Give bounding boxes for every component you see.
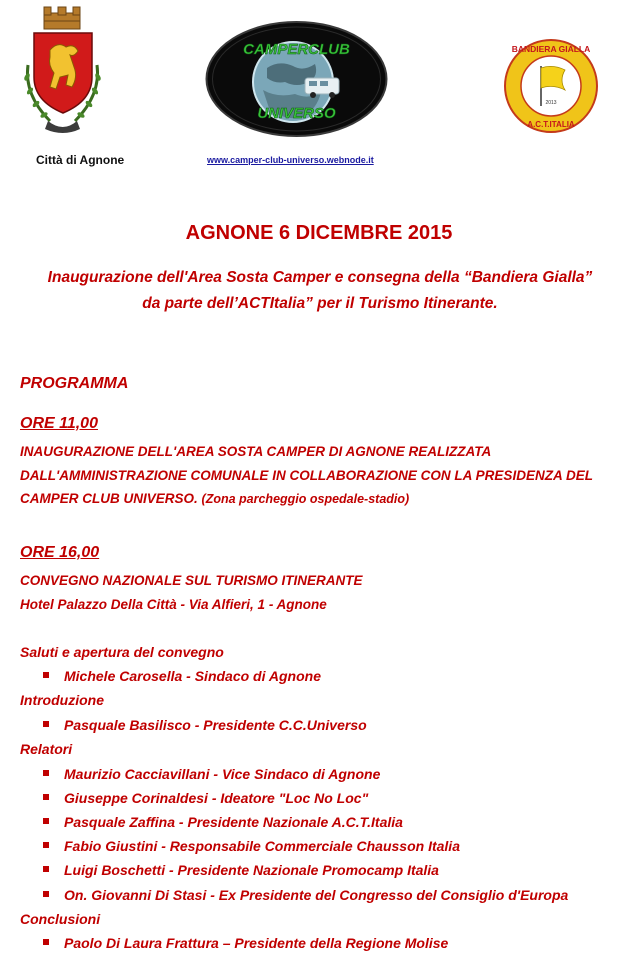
greetings-label: Saluti e apertura del convegno — [20, 644, 224, 660]
bullet-icon — [43, 866, 49, 872]
club-logo-bottom-text: UNIVERSO — [257, 105, 336, 122]
bullet-icon — [43, 939, 49, 945]
list-item-text: Luigi Boschetti - Presidente Nazionale Promocamp Italia — [64, 862, 439, 878]
list-item-text: On. Giovanni Di Stasi - Ex Presidente del Congresso del Consiglio d'Europa — [64, 887, 569, 903]
session-2-time: ORE 16,00 — [20, 544, 100, 561]
event-title: AGNONE 6 DICEMBRE 2015 — [185, 222, 453, 244]
flag-logo-top-text: BANDIERA GIALLA — [511, 44, 591, 54]
program-heading: PROGRAMMA — [20, 375, 129, 392]
list-item — [43, 862, 439, 878]
city-label: Città di Agnone — [36, 153, 125, 167]
bullet-icon — [43, 891, 49, 897]
session-1-time: ORE 11,00 — [20, 415, 98, 432]
list-item — [43, 766, 380, 782]
city-crest-logo — [20, 5, 105, 137]
conclusions-label: Conclusioni — [20, 911, 101, 927]
list-item — [43, 814, 403, 830]
list-item-text: Michele Carosella - Sindaco di Agnone — [64, 668, 321, 684]
list-item-text: Pasquale Zaffina - Presidente Nazionale A.C.T.Italia — [64, 814, 403, 830]
bullet-icon — [43, 794, 49, 800]
session-2-title: CONVEGNO NAZIONALE SUL TURISMO ITINERANTE — [20, 573, 363, 588]
session-1-note: (Zona parcheggio ospedale-stadio) — [201, 492, 410, 506]
list-item-text: Paolo Di Laura Frattura – Presidente della Regione Molise — [64, 935, 449, 951]
bandiera-gialla-logo — [495, 38, 607, 133]
bullet-icon — [43, 721, 49, 727]
list-item-text: Maurizio Cacciavillani - Vice Sindaco di Agnone — [64, 766, 381, 782]
event-subtitle: Inaugurazione dell'Area Sosta Camper e consegna della “Bandiera Gialla” da parte dell’ACTItalia” per il Turismo Itinerante. — [47, 269, 593, 312]
list-item — [43, 717, 367, 733]
list-item — [43, 838, 460, 854]
bullet-icon — [43, 818, 49, 824]
session-1-description — [20, 440, 620, 512]
list-item — [43, 887, 568, 903]
list-item — [43, 668, 321, 684]
list-item — [43, 935, 448, 951]
intro-label: Introduzione — [20, 692, 104, 708]
list-item-text: Giuseppe Corinaldesi - Ideatore "Loc No Loc" — [64, 790, 369, 806]
session-2-venue: Hotel Palazzo Della Città - Via Alfieri, 1 - Agnone — [20, 597, 327, 612]
list-item-text: Pasquale Basilisco - Presidente C.C.Universo — [64, 717, 367, 733]
list-item — [43, 790, 368, 806]
camper-club-universo-logo — [205, 20, 388, 138]
speakers-label: Relatori — [20, 741, 73, 757]
session-1-text: INAUGURAZIONE DELL'AREA SOSTA CAMPER DI AGNONE REALIZZATA DALL'AMMINISTRAZIONE COMUNALE IN COLLABORAZIONE CON LA PRESIDENZA DEL CAMPER CLUB UNIVERSO. — [20, 444, 593, 506]
bullet-icon — [43, 842, 49, 848]
website-link[interactable]: www.camper-club-universo.webnode.it — [207, 155, 374, 165]
flag-logo-bottom-text: A.C.T.ITALIA — [527, 120, 575, 129]
bullet-icon — [43, 672, 49, 678]
list-item-text: Fabio Giustini - Responsabile Commerciale Chausson Italia — [64, 838, 460, 854]
club-logo-top-text: CAMPERCLUB — [243, 41, 350, 58]
bullet-icon — [43, 770, 49, 776]
flag-logo-year: 2013 — [545, 100, 557, 106]
